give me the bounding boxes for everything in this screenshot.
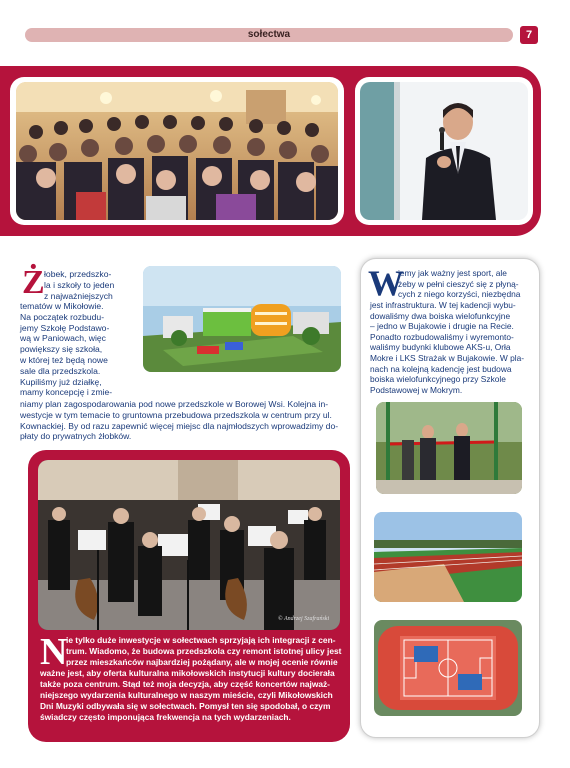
ribbon-cutting-photo xyxy=(376,402,522,494)
concert-text-narrow xyxy=(66,635,350,668)
text-line: łobek, przedszko- xyxy=(44,269,112,279)
text-line: dowaliśmy dwa boiska wielofunkcyjne xyxy=(370,310,511,321)
text-line: sale dla przedszkola. xyxy=(20,365,101,376)
audience-photo xyxy=(16,82,338,220)
text-line: Podstawowej w Mokrym. xyxy=(370,384,463,395)
concert-dropcap: N xyxy=(40,631,68,673)
text-line: Ponadto rozbudowaliśmy i wyremonto- xyxy=(370,331,514,342)
text-line: westycje w tym temacie to gruntowna przebudowa przedszkola w centrum przy ul. xyxy=(20,409,332,420)
text-line: nach na kolejną kadencję jest budowa xyxy=(370,363,512,374)
kindergarten-render xyxy=(143,266,341,372)
section-title: sołectwa xyxy=(247,29,291,40)
text-line: także poza centrum. Stąd też moja decyzja, aby część koncertów najważ- xyxy=(40,679,330,689)
text-line: z najważniejszych xyxy=(44,290,113,301)
sport-text-narrow xyxy=(398,268,532,300)
orchestra-photo xyxy=(38,460,340,630)
text-line: Kownackiej. By od razu zapewnić więcej miejsc dla najmłodszych wprowadzimy do- xyxy=(20,420,339,431)
text-line: jemy Szkołę Podstawo- xyxy=(20,322,110,333)
sport-text-wide xyxy=(370,300,534,395)
text-line: świadczy często imponująca frekwencja na tych wydarzeniach. xyxy=(40,712,291,722)
photo-signature: © Andrzej Szafrański xyxy=(278,616,330,622)
text-line: – jedno w Bujakowie i drugie na Recie. xyxy=(370,321,514,332)
sport-dropcap: W xyxy=(368,263,404,303)
text-line: żeby w pełni cieszyć się z płyną- xyxy=(398,278,519,289)
text-line: niejszego wydarzenia kulturalnego w naszym mieście, czyli Mikołowskich xyxy=(40,690,333,700)
text-line: Kupiliśmy już działkę, xyxy=(20,376,102,387)
speaker-photo xyxy=(360,82,528,220)
running-track-photo xyxy=(374,512,522,602)
text-line: niamy plan zagospodarowania pod nowe przedszkole w Borowej Wsi. Kolejna in- xyxy=(20,399,329,409)
text-line: trum. Wiadomo, że budowa przedszkola czy remont istotnej ulicy jest xyxy=(66,646,342,656)
text-line: cych z niego korzyści, niezbędna xyxy=(398,289,521,300)
text-line: jest infrastruktura. W tej kadencji wybu- xyxy=(370,300,516,310)
text-line: la i szkoły to jeden xyxy=(44,279,115,290)
text-line: wą w Paniowach, więc xyxy=(20,333,106,344)
text-line: w której też będą nowe xyxy=(20,354,108,365)
page-number: 7 xyxy=(520,26,538,44)
text-line: Dni Muzyki odbywała się w sołectwach. Pomysł ten się spodobał, o czym xyxy=(40,701,331,711)
sports-pitch-photo xyxy=(374,620,522,716)
text-line: iemy jak ważny jest sport, ale xyxy=(398,268,507,278)
kindergarten-intro xyxy=(44,269,140,301)
text-line: waliśmy budynki klubowe AKS-u, Orła xyxy=(370,342,511,353)
text-line: boiska wielofunkcyjnego przy Szkole xyxy=(370,374,506,385)
text-line: płaty do prywatnych żłobków. xyxy=(20,431,132,442)
text-line: przez mieszkańców najbardziej pożądany, ale w mojej ocenie równie xyxy=(66,657,338,667)
text-line: powiększy się szkoła, xyxy=(20,344,103,355)
text-line: tematów w Mikołowie. xyxy=(20,301,104,311)
kindergarten-text-narrow xyxy=(20,301,138,398)
kindergarten-dropcap: Ż xyxy=(22,264,45,301)
text-line: Mokre i LKS Strażak w Bujakowie. W pla- xyxy=(370,352,525,363)
text-line: ie tylko duże inwestycje w sołectwach sprzyjają ich integracji z cen- xyxy=(66,635,336,645)
text-line: ważne jest, aby oferta kulturalna mikołowskich instytucji kultury docierała xyxy=(40,668,335,678)
kindergarten-text-wide xyxy=(20,399,350,442)
text-line: Na początek rozbudu- xyxy=(20,311,105,322)
text-line: mamy koncepcję i zmie- xyxy=(20,387,113,398)
concert-text-wide xyxy=(40,668,350,723)
